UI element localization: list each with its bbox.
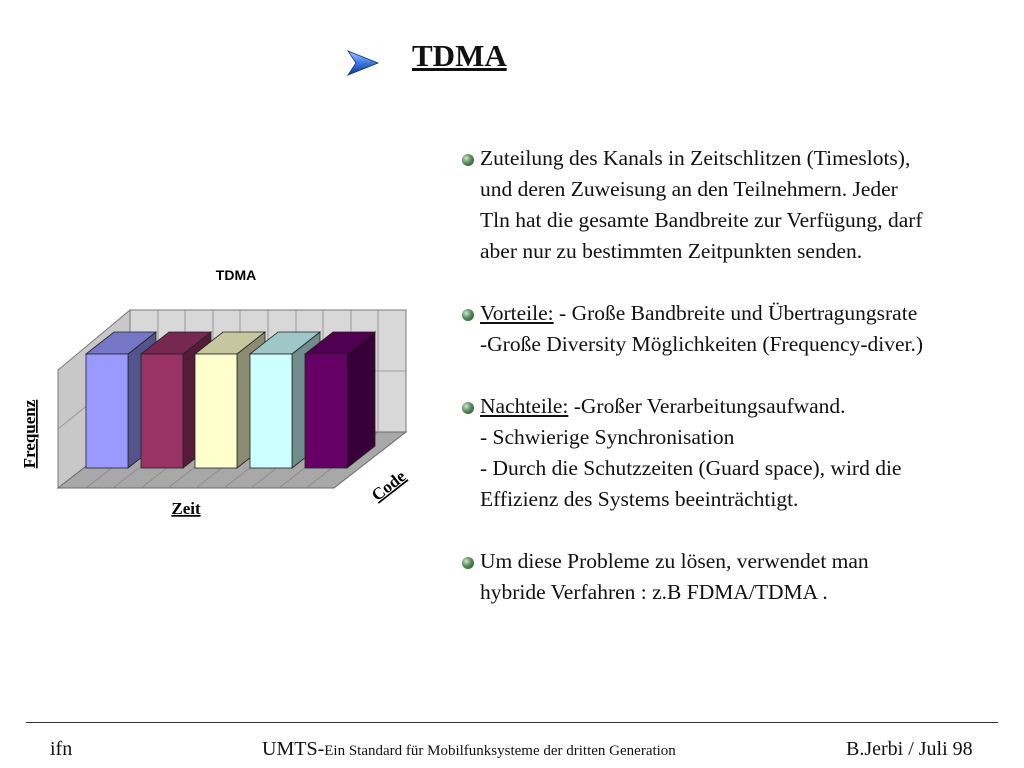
chart-bar-front bbox=[195, 354, 237, 468]
bullet-text: - Durch die Schutzzeiten (Guard space), wird die bbox=[480, 456, 902, 480]
bullet-text: Effizienz des Systems beeinträchtigt. bbox=[480, 487, 799, 511]
bullet-text: und deren Zuweisung an den Teilnehmern. Jeder bbox=[480, 177, 898, 201]
footer-divider bbox=[26, 722, 998, 723]
bullet-text: aber nur zu bestimmten Zeitpunkten senden. bbox=[480, 239, 863, 263]
chart-bar-front bbox=[141, 354, 183, 468]
bullet-label: Vorteile: bbox=[480, 301, 554, 325]
z-axis-label: Code bbox=[367, 466, 410, 505]
bullet-text: Zuteilung des Kanals in Zeitschlitzen (Timeslots), bbox=[480, 146, 911, 170]
bullet-line bbox=[480, 329, 1022, 360]
chart-title: TDMA bbox=[215, 267, 257, 283]
slide-content bbox=[462, 143, 1022, 639]
sphere-bullet-icon bbox=[462, 154, 474, 166]
bullet-line bbox=[480, 236, 1022, 267]
bullet-line bbox=[480, 422, 1022, 453]
bullet-line bbox=[480, 546, 1022, 577]
bullet-line bbox=[480, 391, 1022, 422]
bullet-point-2 bbox=[462, 298, 1022, 360]
y-axis-label: Frequenz bbox=[20, 399, 39, 469]
chart-bar-front bbox=[250, 354, 292, 468]
chart-bar-side bbox=[347, 332, 375, 468]
sphere-bullet-icon bbox=[462, 557, 474, 569]
bullet-line bbox=[480, 577, 1022, 608]
bullet-text: -Großer Verarbeitungsaufwand. bbox=[568, 394, 846, 418]
bullet-point-4 bbox=[462, 546, 1022, 608]
sphere-bullet-icon bbox=[462, 309, 474, 321]
sphere-bullet-icon bbox=[462, 402, 474, 414]
bullet-line bbox=[480, 484, 1022, 515]
footer-institute: ifn bbox=[50, 738, 73, 760]
bullet-text: - Große Bandbreite und Übertragungsrate bbox=[553, 301, 918, 325]
chart-bar-front bbox=[305, 354, 347, 468]
bullet-text: Um diese Probleme zu lösen, verwendet man bbox=[480, 549, 869, 573]
tdma-chart bbox=[20, 262, 440, 527]
bullet-text: hybride Verfahren : z.B FDMA/TDMA . bbox=[480, 580, 828, 604]
footer-course-title bbox=[262, 738, 676, 761]
bullet-line bbox=[480, 205, 1022, 236]
bullet-point-3 bbox=[462, 391, 1022, 515]
chart-bar-front bbox=[86, 354, 128, 468]
bullet-line bbox=[480, 298, 1022, 329]
bullet-text: -Große Diversity Möglichkeiten (Frequency-diver.) bbox=[480, 332, 924, 356]
bullet-text: Tln hat die gesamte Bandbreite zur Verfügung, darf bbox=[480, 208, 923, 232]
footer-title-subtitle: Ein Standard für Mobilfunksysteme der dritten Generation bbox=[324, 743, 676, 759]
bullet-line bbox=[480, 174, 1022, 205]
bullet-line bbox=[480, 143, 1022, 174]
bullet-line bbox=[480, 453, 1022, 484]
bullet-text: - Schwierige Synchronisation bbox=[480, 425, 735, 449]
footer-author-date: B.Jerbi / Juli 98 bbox=[846, 738, 973, 760]
slide-title: TDMA bbox=[412, 38, 507, 73]
bullet-point-1 bbox=[462, 143, 1022, 267]
chart-bars bbox=[86, 332, 375, 468]
x-axis-label: Zeit bbox=[171, 499, 201, 518]
arrow-right-icon bbox=[346, 50, 380, 76]
bullet-label: Nachteile: bbox=[480, 394, 569, 418]
footer-title-main: UMTS- bbox=[262, 738, 325, 760]
chart-bar-5 bbox=[305, 332, 375, 468]
